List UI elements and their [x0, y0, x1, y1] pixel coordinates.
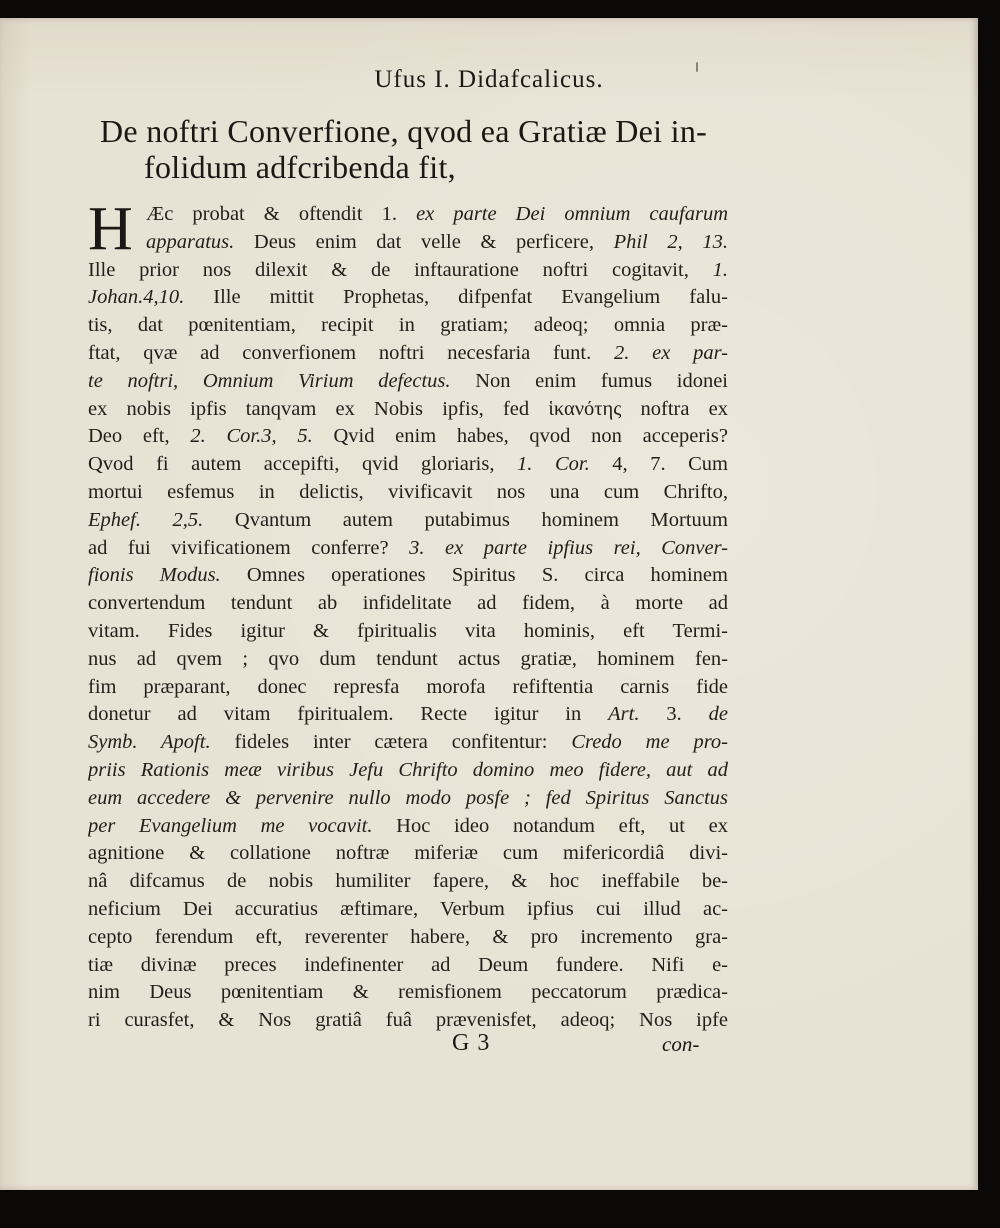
- running-head: Ufus I. Didafcalicus.: [374, 66, 604, 93]
- roman-run: tiæ divinæ preces indefinenter ad Deum fundere. Nifi e-: [88, 953, 728, 976]
- text-line: [88, 896, 728, 924]
- roman-run: convertendum tendunt ab infidelitate ad fidem, à morte ad: [88, 592, 728, 615]
- chapter-title: [100, 113, 740, 185]
- roman-run: Æc probat & oftendit 1.: [146, 203, 417, 225]
- roman-run: Deo eft,: [88, 425, 191, 448]
- italic-run: Symb. Apoft.: [88, 731, 211, 754]
- text-line: [88, 257, 728, 285]
- italic-run: Art.: [608, 703, 640, 726]
- roman-run: Hoc ideo notandum eft, ut ex: [372, 814, 728, 837]
- text-line: [88, 507, 728, 535]
- text-line: [88, 535, 728, 563]
- text-line: [88, 340, 728, 368]
- italic-run: 1.: [712, 258, 728, 281]
- italic-run: per Evangelium me vocavit.: [88, 814, 373, 837]
- italic-run: 2. Cor.3, 5.: [190, 425, 313, 448]
- italic-run: priis Rationis meæ viribus Jefu Chrifto domino meo fidere, aut ad: [88, 758, 728, 781]
- text-line: [88, 229, 728, 257]
- roman-run: vitam. Fides igitur & fpiritualis vita hominis, eft Termi-: [88, 619, 728, 642]
- edge-mark: [696, 62, 698, 72]
- italic-run: fionis Modus.: [88, 564, 221, 587]
- roman-run: ftat, qvæ ad converfionem noftri necesfaria funt.: [88, 341, 614, 364]
- roman-run: Qvantum autem putabimus hominem Mortuum: [203, 508, 728, 531]
- roman-run: tis, dat pœnitentiam, recipit in gratiam; adeoq; omnia præ-: [88, 314, 728, 337]
- chapter-title-line-1: De noftri Converfione, qvod ea Gratiæ Dei in-: [100, 113, 708, 149]
- italic-run: apparatus.: [146, 230, 235, 253]
- roman-run: ri curasfet, & Nos gratiâ fuâ prævenisfet, adeoq; Nos ipfe: [88, 1009, 728, 1032]
- roman-run: fideles inter cætera confitentur:: [210, 731, 572, 754]
- roman-run: ex nobis ipfis tanqvam ex Nobis ipfis, fed ἱκανότης noftra ex: [88, 397, 728, 420]
- text-line: [88, 701, 728, 729]
- text-line: [88, 423, 728, 451]
- italic-run: Credo me pro-: [571, 731, 728, 754]
- text-line: [88, 813, 728, 841]
- italic-run: ex parte Dei omnium caufarum: [416, 203, 728, 225]
- text-line: [88, 451, 728, 479]
- body-text: [88, 195, 728, 1035]
- text-line: [88, 312, 728, 340]
- text-line: [88, 729, 728, 757]
- roman-run: Omnes operationes Spiritus S. circa hominem: [220, 564, 728, 587]
- text-line: [88, 562, 728, 590]
- text-line: [88, 868, 728, 896]
- signature-mark: G 3: [452, 1030, 491, 1056]
- text-line: [88, 201, 728, 229]
- roman-run: Qvid enim habes, qvod non acceperis?: [312, 425, 728, 448]
- text-line: [88, 785, 728, 813]
- italic-run: 1. Cor.: [517, 453, 590, 476]
- roman-run: 4, 7. Cum: [589, 453, 728, 476]
- italic-run: eum accedere & pervenire nullo modo posfe ; fed Spiritus Sanctus: [88, 786, 728, 809]
- roman-run: Ille mittit Prophetas, difpenfat Evangelium falu-: [184, 286, 728, 309]
- roman-run: Non enim fumus idonei: [450, 369, 728, 392]
- roman-run: cepto ferendum eft, reverenter habere, & pro incremento gra-: [88, 925, 728, 948]
- roman-run: nim Deus pœnitentiam & remisfionem peccatorum prædica-: [88, 981, 728, 1004]
- text-line: [88, 590, 728, 618]
- text-line: [88, 674, 728, 702]
- book-page: [0, 18, 978, 1190]
- chapter-title-line-2: folidum adfcribenda fit,: [144, 149, 456, 185]
- text-line: [88, 952, 728, 980]
- roman-run: nâ difcamus de nobis humiliter fapere, & hoc ineffabile be-: [88, 870, 728, 893]
- italic-run: Phil 2, 13.: [613, 230, 728, 253]
- italic-run: 2. ex par-: [613, 341, 728, 364]
- text-line: [88, 757, 728, 785]
- italic-run: Johan.4,10.: [88, 286, 185, 309]
- italic-run: 3. ex parte ipfius rei, Conver-: [409, 536, 728, 559]
- text-line: [88, 1007, 728, 1035]
- roman-run: agnitione & collatione noftræ miferiæ cum mifericordiâ divi-: [88, 842, 728, 865]
- roman-run: ad fui vivificationem conferre?: [88, 536, 410, 559]
- text-line: [88, 284, 728, 312]
- roman-run: Qvod fi autem accepifti, qvid gloriaris,: [88, 453, 518, 476]
- roman-run: nus ad qvem ; qvo dum tendunt actus gratiæ, hominem fen-: [88, 647, 728, 670]
- text-line: [88, 979, 728, 1007]
- catchword: con-: [662, 1032, 700, 1056]
- roman-run: 3.: [639, 703, 709, 726]
- text-line: [88, 840, 728, 868]
- roman-run: mortui esfemus in delictis, vivificavit nos una cum Chrifto,: [88, 480, 728, 503]
- text-line: [88, 924, 728, 952]
- roman-run: Deus enim dat velle & perficere,: [234, 230, 614, 253]
- drop-cap: H: [88, 195, 133, 263]
- roman-run: neficium Dei accuratius æftimare, Verbum ipfius cui illud ac-: [88, 897, 728, 920]
- text-line: [88, 646, 728, 674]
- text-line: [88, 396, 728, 424]
- roman-run: donetur ad vitam fpiritualem. Recte igitur in: [88, 703, 609, 726]
- italic-run: de: [708, 703, 728, 726]
- text-line: [88, 368, 728, 396]
- italic-run: Ephef. 2,5.: [88, 508, 204, 531]
- text-line: [88, 618, 728, 646]
- text-line: [88, 479, 728, 507]
- roman-run: Ille prior nos dilexit & de inftauratione noftri cogitavit,: [88, 258, 713, 281]
- italic-run: te noftri, Omnium Virium defectus.: [88, 369, 451, 392]
- roman-run: fim præparant, donec represfa morofa refiftentia carnis fide: [88, 675, 728, 698]
